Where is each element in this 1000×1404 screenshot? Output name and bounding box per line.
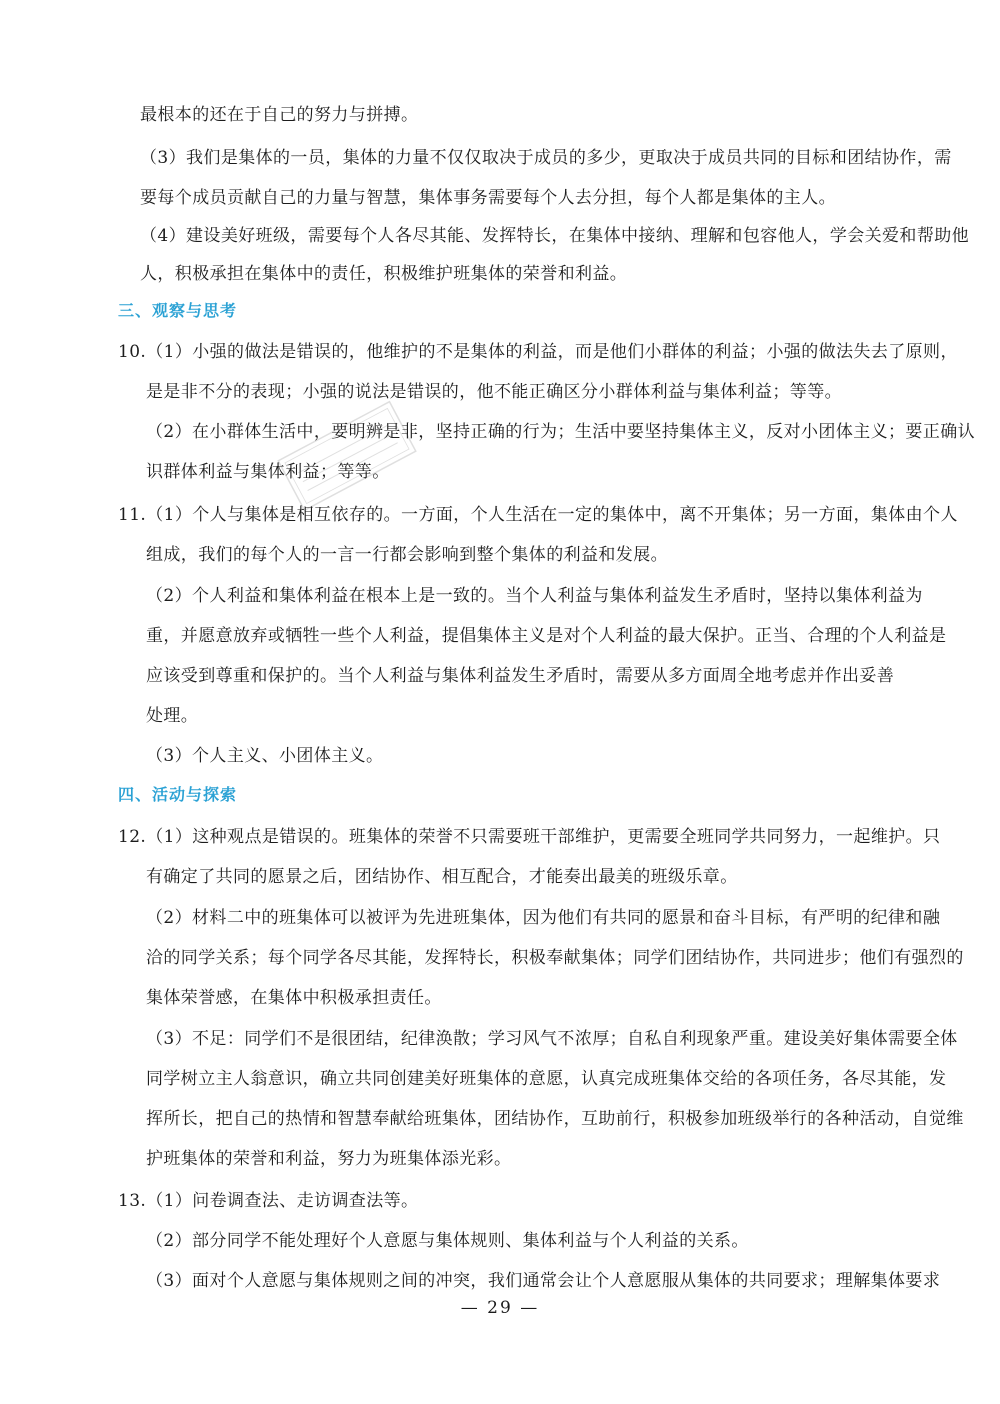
text-line: （3）个人主义、小团体主义。 [146, 746, 384, 766]
text-line: 处理。 [146, 706, 199, 726]
watermark-stamp-icon [276, 399, 419, 513]
text-line: 12.（1）这种观点是错误的。班集体的荣誉不只需要班干部维护，更需要全班同学共同努力，一起维护。只 [118, 827, 941, 847]
text-line: （2）在小群体生活中，要明辨是非，坚持正确的行为；生活中要坚持集体主义，反对小团体主义；要正确认 [146, 422, 976, 442]
text-line: 人，积极承担在集体中的责任，积极维护班集体的荣誉和利益。 [140, 264, 628, 284]
text-line: 应该受到尊重和保护的。当个人利益与集体利益发生矛盾时，需要从多方面周全地考虑并作出妥善 [146, 666, 895, 686]
text-line: （2）个人利益和集体利益在根本上是一致的。当个人利益与集体利益发生矛盾时，坚持以集体利益为 [146, 586, 923, 606]
text-line: 洽的同学关系；每个同学各尽其能，发挥特长，积极奉献集体；同学们团结协作，共同进步；他们有强烈的 [146, 948, 964, 968]
text-line: 挥所长，把自己的热情和智慧奉献给班集体，团结协作，互助前行，积极参加班级举行的各种活动，自觉维 [146, 1109, 964, 1129]
text-line: （3）我们是集体的一员，集体的力量不仅仅取决于成员的多少，更取决于成员共同的目标和团结协作，需 [140, 148, 952, 168]
text-line: （3）不足：同学们不是很团结，纪律涣散；学习风气不浓厚；自私自利现象严重。建设美好集体需要全体 [146, 1029, 958, 1049]
text-line: 集体荣誉感，在集体中积极承担责任。 [146, 988, 442, 1008]
text-line: 要每个成员贡献自己的力量与智慧，集体事务需要每个人去分担，每个人都是集体的主人。 [140, 188, 836, 208]
text-line: （2）材料二中的班集体可以被评为先进班集体，因为他们有共同的愿景和奋斗目标，有严明的纪律和融 [146, 908, 941, 928]
text-line: （3）面对个人意愿与集体规则之间的冲突，我们通常会让个人意愿服从集体的共同要求；理解集体要求 [146, 1271, 941, 1291]
text-line: 10.（1）小强的做法是错误的，他维护的不是集体的利益，而是他们小群体的利益；小强的做法失去了原则， [118, 342, 958, 362]
text-line: 同学树立主人翁意识，确立共同创建美好班集体的意愿，认真完成班集体交给的各项任务，各尽其能，发 [146, 1069, 947, 1089]
text-line: 是是非不分的表现；小强的说法是错误的，他不能正确区分小群体利益与集体利益；等等。 [146, 382, 842, 402]
text-line: 护班集体的荣誉和利益，努力为班集体添光彩。 [146, 1149, 512, 1169]
text-line: 最根本的还在于自己的努力与拼搏。 [140, 105, 419, 125]
page-number: — 29 — [460, 1298, 540, 1318]
text-line: 11.（1）个人与集体是相互依存的。一方面，个人生活在一定的集体中，离不开集体；另一方面，集体由个人 [118, 505, 958, 525]
text-line: （2）部分同学不能处理好个人意愿与集体规则、集体利益与个人利益的关系。 [146, 1231, 749, 1251]
text-line: 重，并愿意放弃或牺牲一些个人利益，提倡集体主义是对个人利益的最大保护。正当、合理的个人利益是 [146, 626, 947, 646]
text-line: 组成，我们的每个人的一言一行都会影响到整个集体的利益和发展。 [146, 545, 668, 565]
text-line: 有确定了共同的愿景之后，团结协作、相互配合，才能奏出最美的班级乐章。 [146, 867, 738, 887]
text-line: 识群体利益与集体利益；等等。 [146, 462, 390, 482]
text-line: （4）建设美好班级，需要每个人各尽其能、发挥特长，在集体中接纳、理解和包容他人，学会关爱和帮助他 [140, 226, 970, 246]
section-heading-activity: 四、活动与探索 [118, 785, 238, 804]
text-line: 13.（1）问卷调查法、走访调查法等。 [118, 1191, 419, 1211]
section-heading-observe: 三、观察与思考 [118, 301, 238, 320]
